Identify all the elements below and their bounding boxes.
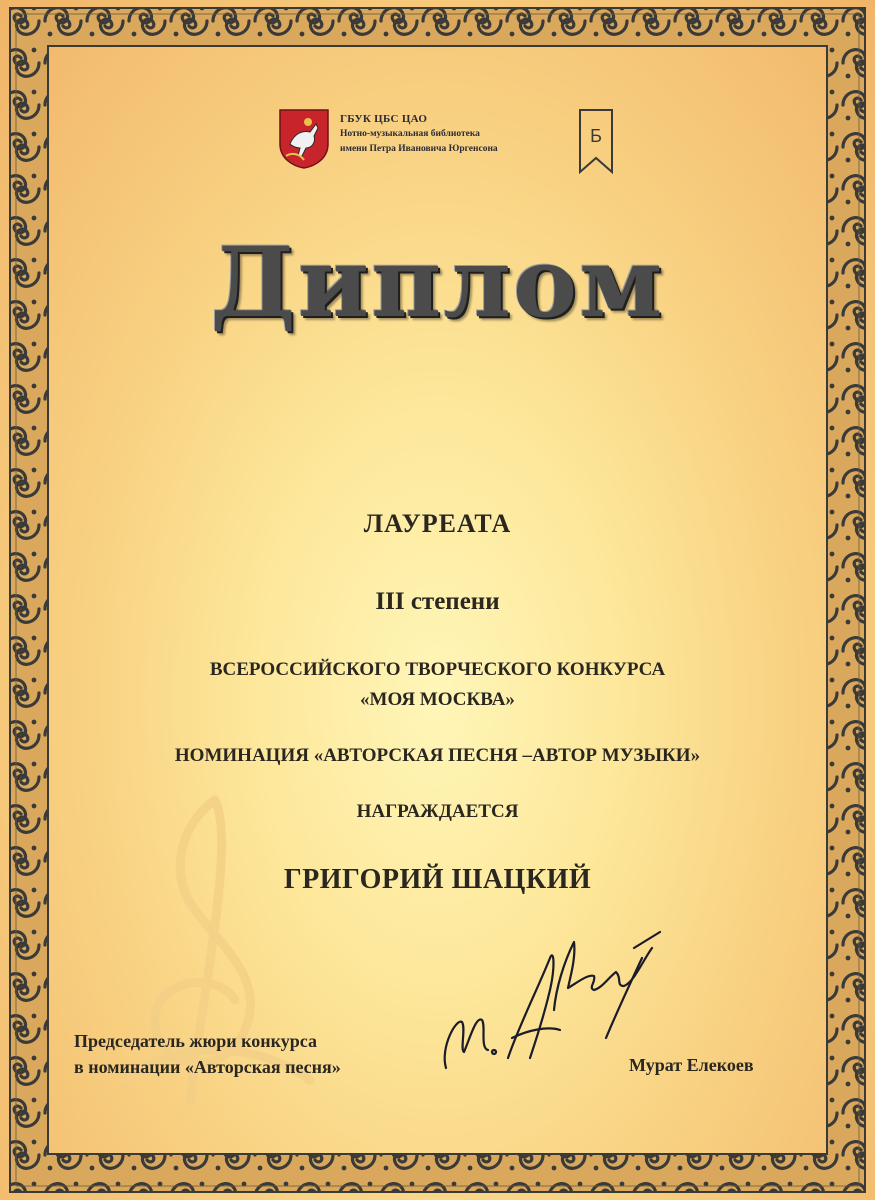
recipient-name: ГРИГОРИЙ ШАЦКИЙ <box>283 864 592 895</box>
chair-line1: Председатель жюри конкурса <box>74 1031 317 1051</box>
nomination-label: НОМИНАЦИЯ «АВТОРСКАЯ ПЕСНЯ –АВТОР МУЗЫКИ» <box>174 745 701 766</box>
organization-name: ГБУК ЦБС ЦАО <box>340 113 428 125</box>
signer-name: Мурат Елекоев <box>629 1055 754 1075</box>
degree-label: III степени <box>375 588 500 615</box>
moscow-coat-of-arms-icon <box>276 106 332 170</box>
jury-chair-caption <box>74 1028 341 1080</box>
organization-header <box>276 106 626 176</box>
bookmark-logo-icon <box>576 108 616 174</box>
contest-name-line2: «МОЯ МОСКВА» <box>360 689 515 710</box>
awarded-label: НАГРАЖДАЕТСЯ <box>356 801 519 822</box>
diploma-title: Диплом <box>210 226 665 339</box>
badge-letter: Б <box>590 126 602 146</box>
laureate-label: ЛАУРЕАТА <box>363 509 512 538</box>
library-honoree: имени Петра Ивановича Юргенсона <box>340 144 498 154</box>
chair-line2: в номинации «Авторская песня» <box>74 1057 341 1077</box>
library-name: Нотно-музыкальная библиотека <box>340 129 480 139</box>
contest-name-line1: ВСЕРОССИЙСКОГО ТВОРЧЕСКОГО КОНКУРСА <box>209 659 666 680</box>
